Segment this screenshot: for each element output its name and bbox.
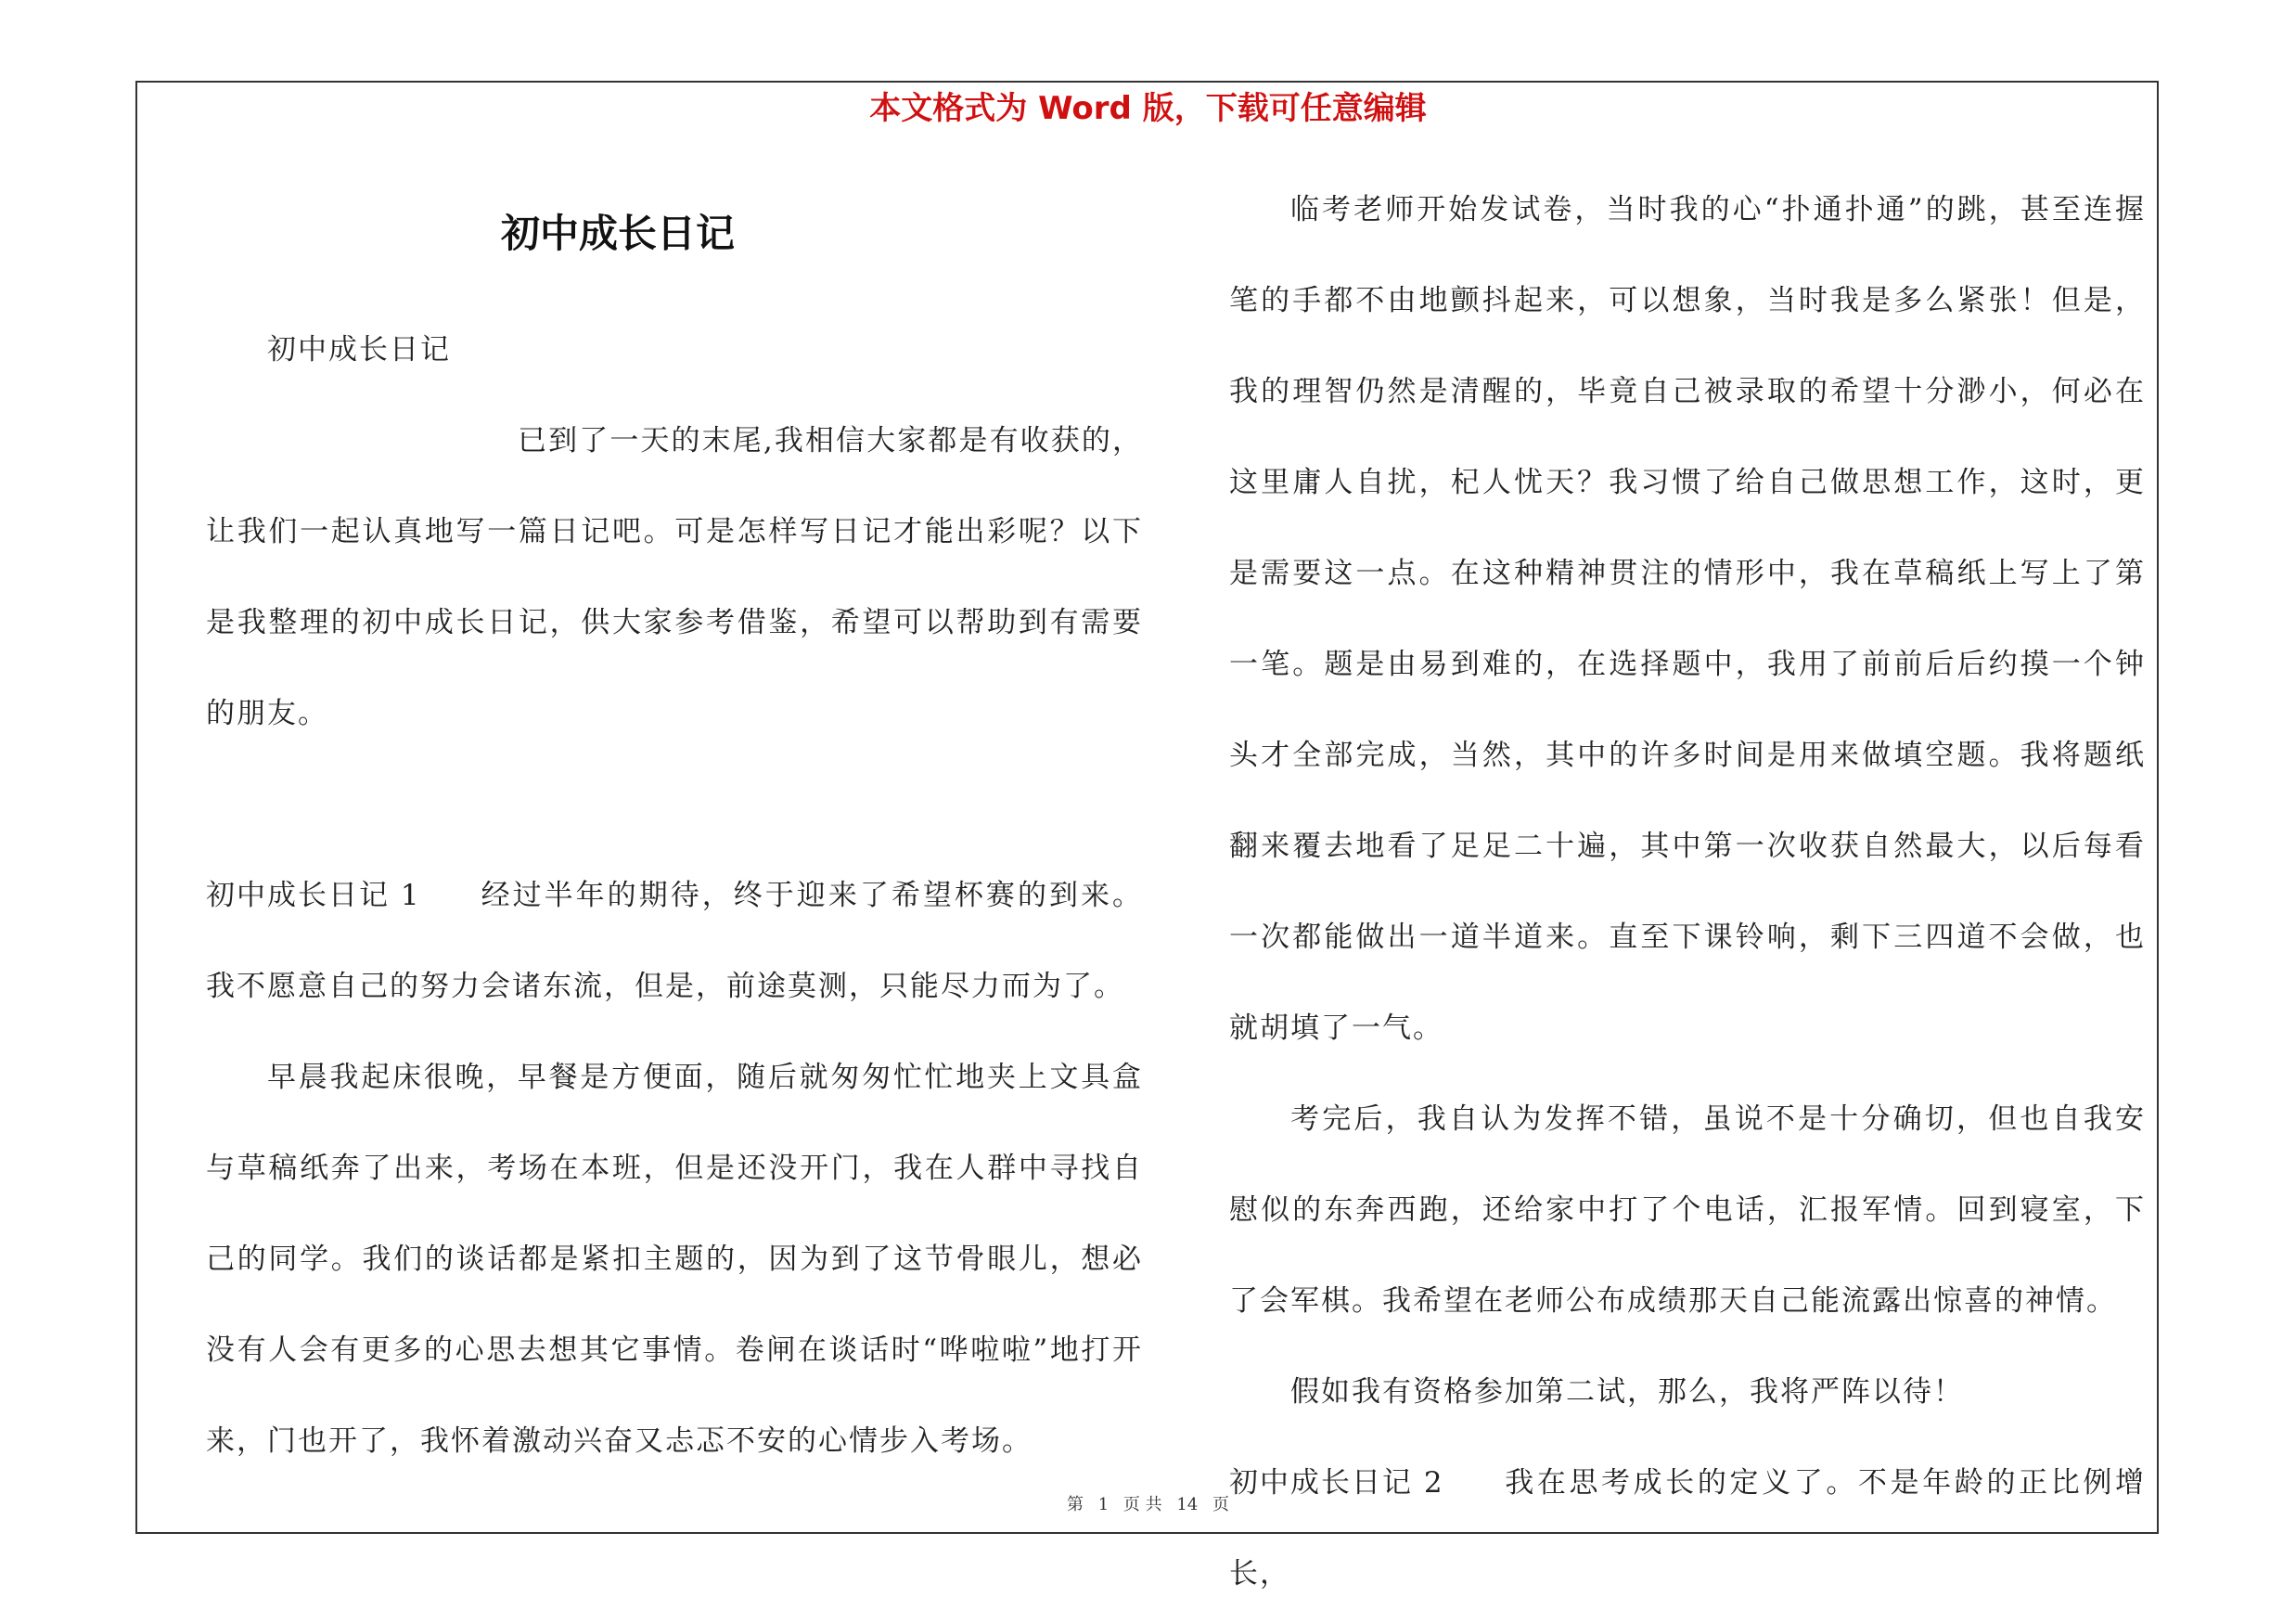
second-round-paragraph: 假如我有资格参加第二试，那么，我将严阵以待！ — [1290, 1375, 1964, 1409]
entry-1-paragraph — [206, 850, 1143, 1032]
entry-1-text: 经过半年的期待，终于迎来了希望杯赛的到来。我不愿意自己的努力会诸东流，但是，前途莫测，只能尽力而为了。 — [206, 879, 1143, 1003]
footer-suffix: 页 — [1212, 1495, 1230, 1514]
entry-2-label: 初中成长日记 2 — [1229, 1466, 1444, 1500]
footer-middle: 页 共 — [1122, 1495, 1162, 1514]
entry-2-paragraph — [1229, 1437, 2146, 1619]
footer-prefix: 第 — [1066, 1495, 1084, 1514]
entry-2-text: 我在思考成长的定义了。不是年龄的正比例增长， — [1229, 1466, 2146, 1591]
spacer — [206, 759, 1143, 850]
exam-paragraph: 临考老师开始发试卷，当时我的心“扑通扑通”的跳，甚至连握笔的手都不由地颤抖起来，可以想象，当时我是多么紧张！但是，我的理智仍然是清醒的，毕竟自己被录取的希望十分渺小，何必在这里庸人自扰，杞人忧天？我习惯了给自己做思想工作，这时，更是需要这一点。在这种精神贯注的情形中，我在草稿纸上写上了第一笔。题是由易到难的，在选择题中，我用了前前后后约摸一个钟头才全部完成，当然，其中的许多时间是用来做填空题。我将题纸翻来覆去地看了足足二十遍，其中第一次收获自然最大，以后每看一次都能做出一道半道来。直至下课铃响，剩下三四道不会做，也就胡填了一气。 — [1229, 193, 2146, 1045]
word-format-banner: 本文格式为 Word 版，下载可任意编辑 — [869, 90, 1427, 127]
morning-paragraph: 早晨我起床很晚，早餐是方便面，随后就匆匆忙忙地夹上文具盒与草稿纸奔了出来，考场在本班，但是还没开门，我在人群中寻找自己的同学。我们的谈话都是紧扣主题的，因为到了这节骨眼儿，想必没有人会有更多的心思去想其它事情。卷闸在谈话时“哗啦啦”地打开来，门也开了，我怀着激动兴奋又忐忑不安的心情步入考场。 — [206, 1061, 1143, 1458]
left-column — [206, 304, 1143, 1487]
footer-page-total: 14 — [1176, 1495, 1199, 1514]
intro-paragraph: 已到了一天的末尾,我相信大家都是有收获的，让我们一起认真地写一篇日记吧。可是怎样写日记才能出彩呢？以下是我整理的初中成长日记，供大家参考借鉴，希望可以帮助到有需要的朋友。 — [206, 424, 1143, 730]
entry-1-label: 初中成长日记 1 — [206, 879, 421, 912]
document-title: 初中成长日记 — [501, 211, 736, 256]
page-footer — [0, 1494, 2296, 1516]
right-column — [1229, 164, 2146, 1619]
after-exam-paragraph: 考完后，我自认为发挥不错，虽说不是十分确切，但也自我安慰似的东奔西跑，还给家中打了个电话，汇报军情。回到寝室，下了会军棋。我希望在老师公布成绩那天自己能流露出惊喜的神情。 — [1229, 1102, 2146, 1318]
footer-page-number: 1 — [1097, 1495, 1110, 1514]
subtitle: 初中成长日记 — [267, 333, 451, 367]
